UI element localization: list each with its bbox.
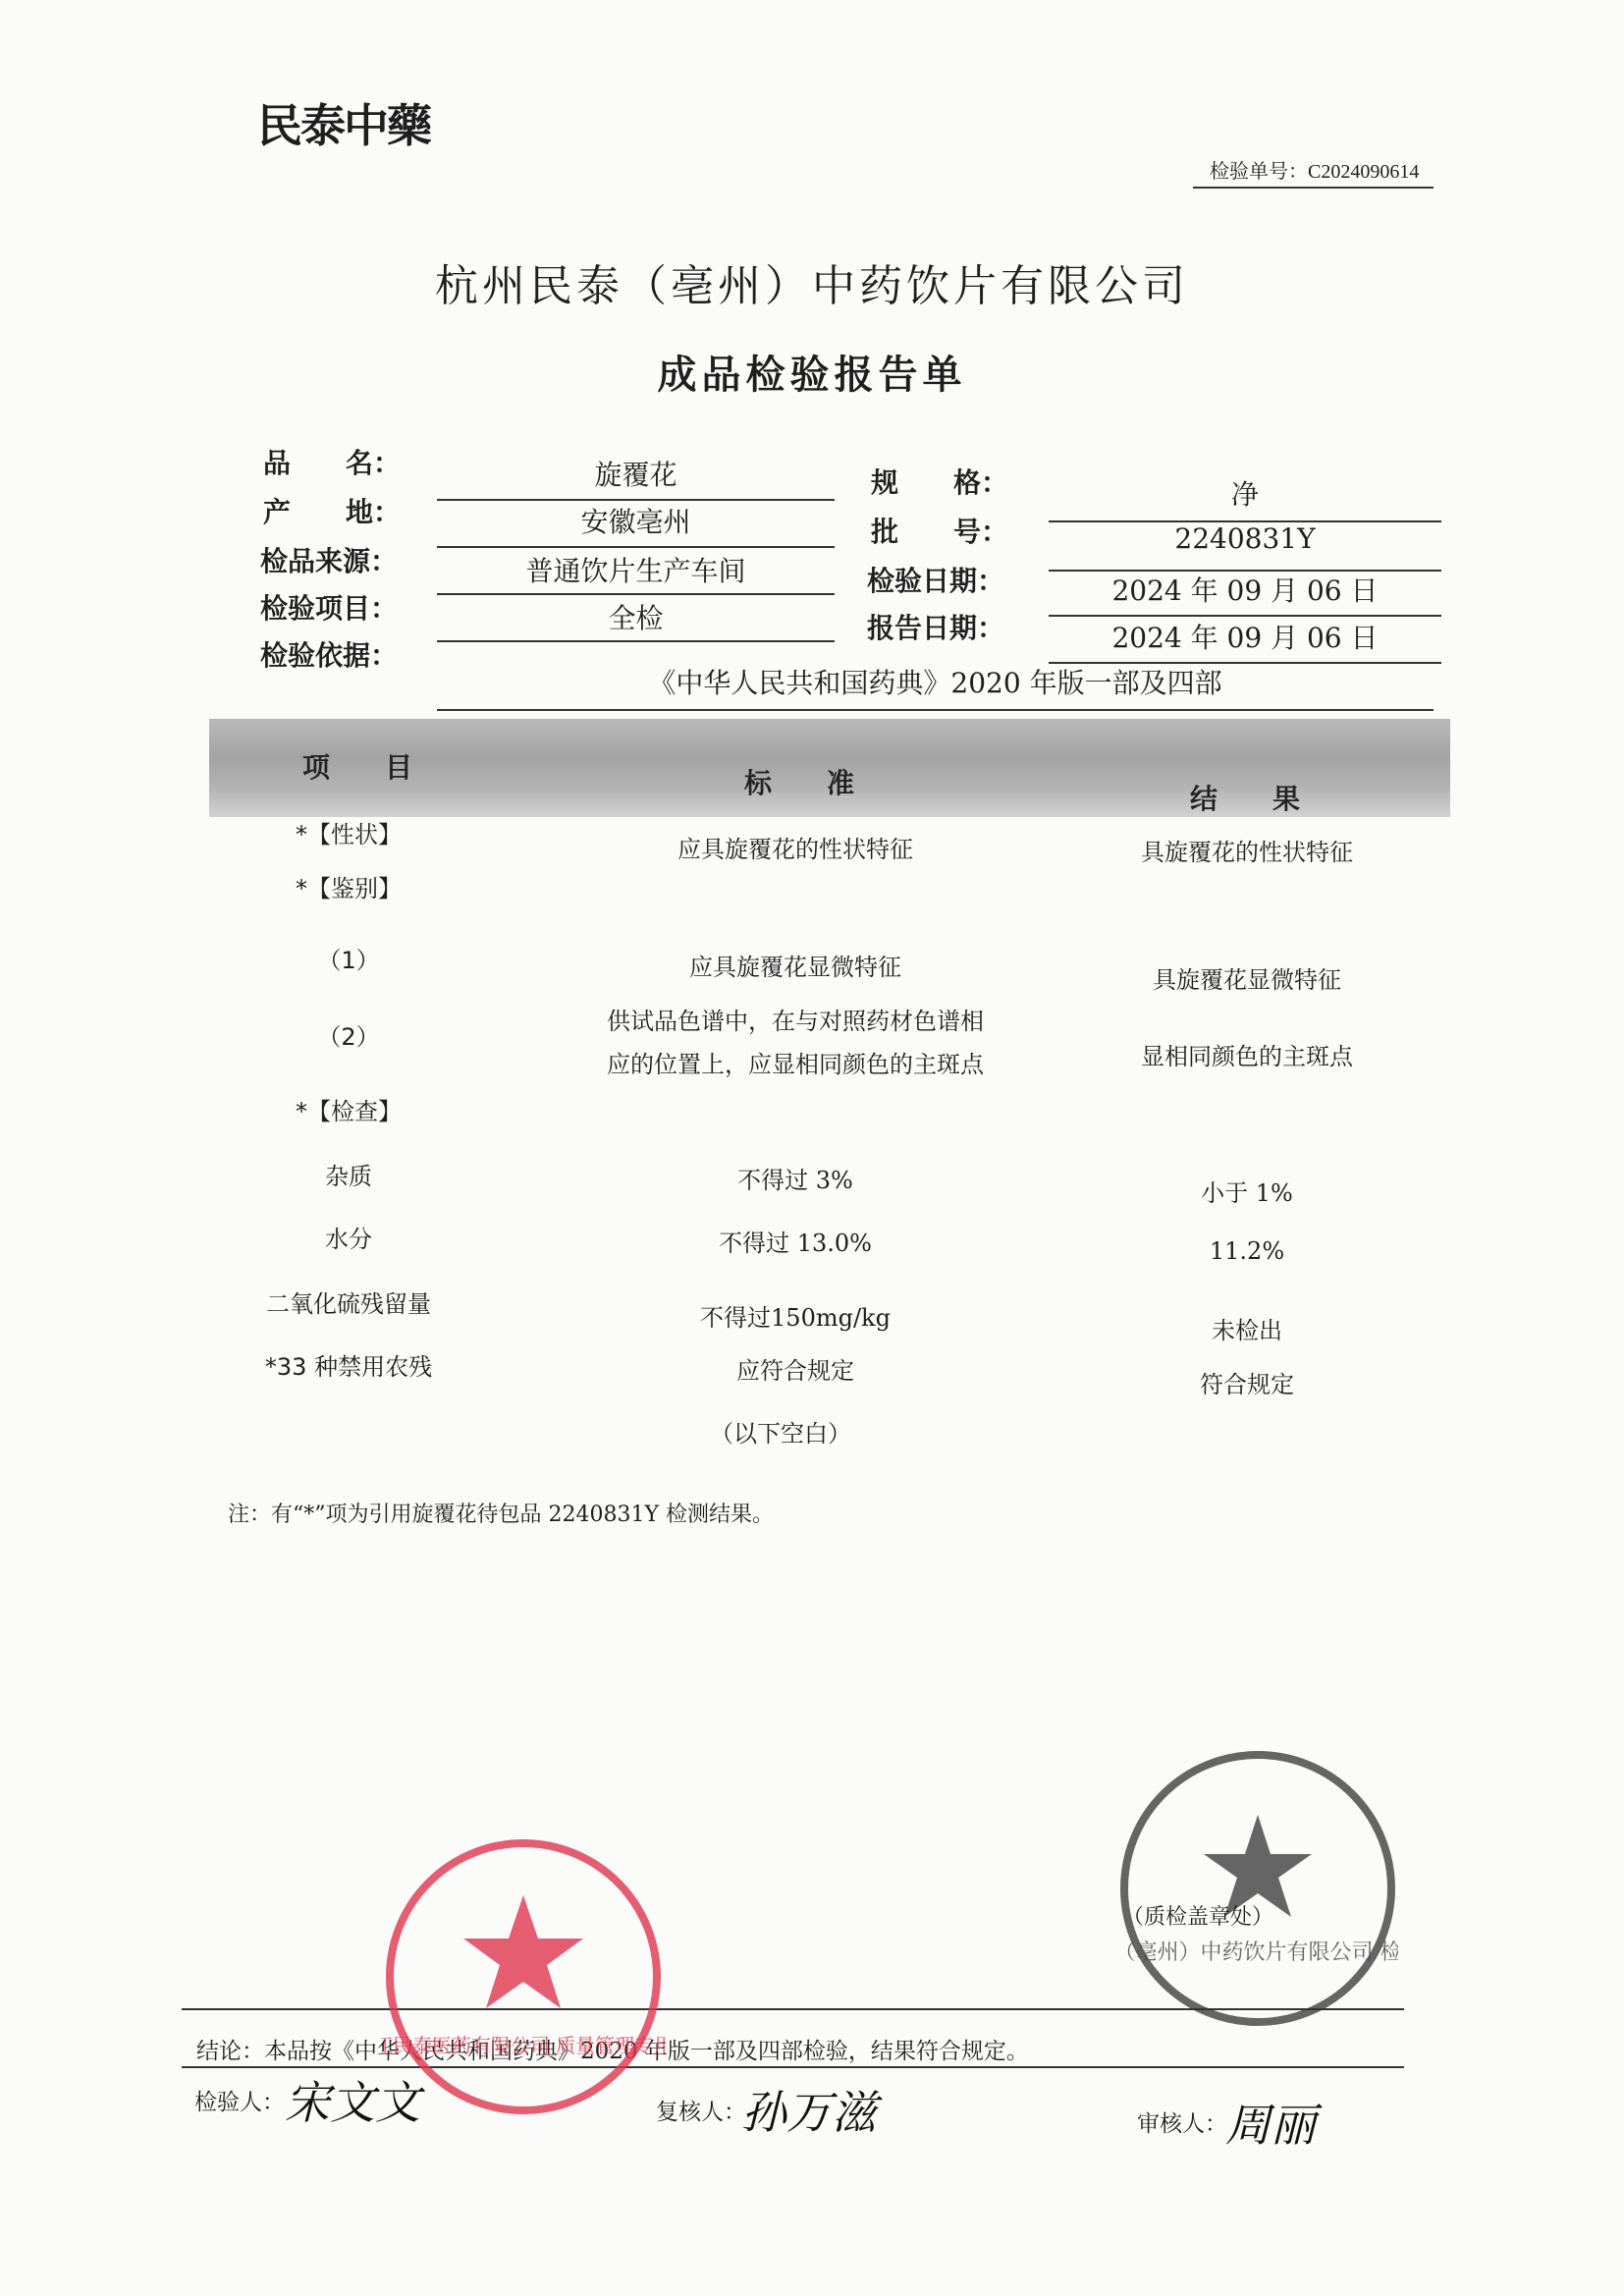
source-label: 检品来源：: [260, 545, 399, 577]
spec-value: 净: [1230, 478, 1259, 511]
header-standard: 标 准: [744, 767, 869, 799]
conclusion: 结论：本品按《中华人民共和国药典》2020 年版一部及四部检验，结果符合规定。: [196, 2039, 1029, 2064]
product-name-label: 品 名：: [263, 447, 402, 479]
row-standard: 不得过 13.0%: [719, 1230, 872, 1257]
row-item: *【性状】: [296, 821, 402, 848]
batch-value: 2240831Y: [1174, 522, 1316, 555]
spec-label: 规 格：: [871, 466, 1009, 499]
row-standard: 应具旋覆花的性状特征: [677, 836, 913, 863]
inspector-label: 检验人：: [194, 2090, 285, 2115]
row-result: 未检出: [1212, 1317, 1282, 1344]
seal-caption: （质检盖章处）: [1122, 1905, 1274, 1930]
basis-value: 《中华人民共和国药典》2020 年版一部及四部: [648, 667, 1222, 699]
inspection-seal-graphic: [1117, 1748, 1398, 2029]
row-standard-line2: 应的位置上，应显相同颜色的主斑点: [607, 1051, 984, 1078]
quality-seal-text: 江民泰医药有限公司 质量管理专用: [381, 2034, 666, 2057]
row-item: 二氧化硫残留量: [266, 1290, 431, 1318]
report-date-value: 2024 年 09 月 06 日: [1111, 622, 1379, 654]
report-number: 检验单号：C2024090614: [1210, 161, 1420, 183]
approver-label: 审核人：: [1137, 2111, 1227, 2137]
row-item: 杂质: [325, 1163, 372, 1190]
row-item: （1）: [317, 947, 380, 974]
inspector-signature: 宋文文: [285, 2076, 420, 2129]
blank-note: （以下空白）: [710, 1420, 851, 1448]
row-standard: 不得过 3%: [737, 1167, 853, 1194]
row-result: 小于 1%: [1201, 1179, 1293, 1207]
approver-signature: 周丽: [1225, 2099, 1316, 2152]
inspection-seal-text: （亳州）中药饮片有限公司 检: [1117, 1941, 1398, 1965]
conclusion-top-line: [182, 2008, 1404, 2010]
row-standard-line1: 供试品色谱中，在与对照药材色谱相: [607, 1008, 984, 1035]
company-name: 杭州民泰（亳州）中药饮片有限公司: [435, 261, 1189, 311]
row-item: 水分: [325, 1226, 372, 1253]
report-date-label: 报告日期：: [867, 612, 1005, 644]
row-item: （2）: [317, 1023, 380, 1051]
inspect-date-label: 检验日期：: [867, 565, 1005, 597]
row-standard: 应符合规定: [736, 1357, 854, 1385]
header-item: 项 目: [302, 751, 427, 784]
row-result: 具旋覆花的性状特征: [1141, 839, 1353, 866]
product-name-value: 旋覆花: [594, 459, 677, 491]
brand-logo: 民泰中藥: [257, 99, 430, 152]
row-item: *33 种禁用农残: [264, 1353, 433, 1381]
origin-underline: [437, 546, 835, 548]
report-number-underline: [1193, 187, 1434, 189]
row-standard: 应具旋覆花显微特征: [689, 954, 901, 981]
row-item: *【鉴别】: [296, 875, 402, 902]
basis-label: 检验依据：: [260, 639, 399, 672]
row-result: 显相同颜色的主斑点: [1141, 1043, 1353, 1070]
source-value: 普通饮片生产车间: [525, 555, 746, 587]
reviewer-label: 复核人：: [656, 2100, 746, 2125]
items-label: 检验项目：: [260, 592, 399, 625]
document-title: 成品检验报告单: [657, 353, 967, 398]
quality-seal-graphic: [381, 1834, 666, 2119]
row-standard: 不得过150mg/kg: [700, 1304, 891, 1332]
reviewer-signature: 孙万滋: [741, 2086, 877, 2139]
basis-underline: [437, 709, 1434, 711]
items-value: 全检: [608, 602, 664, 634]
items-underline: [437, 640, 835, 642]
footnote: 注：有“*”项为引用旋覆花待包品 2240831Y 检测结果。: [228, 1503, 774, 1527]
row-item: *【检查】: [296, 1098, 402, 1125]
row-result: 符合规定: [1200, 1371, 1294, 1398]
inspection-seal: [1117, 1748, 1398, 2029]
origin-label: 产 地：: [263, 496, 402, 528]
row-result: 具旋覆花显微特征: [1153, 966, 1341, 994]
batch-label: 批 号：: [871, 516, 1009, 548]
origin-value: 安徽亳州: [580, 506, 691, 538]
quality-seal: [381, 1834, 666, 2119]
row-result: 11.2%: [1209, 1237, 1285, 1265]
source-underline: [437, 593, 835, 595]
header-result: 结 果: [1190, 783, 1315, 815]
inspect-date-value: 2024 年 09 月 06 日: [1111, 574, 1379, 607]
